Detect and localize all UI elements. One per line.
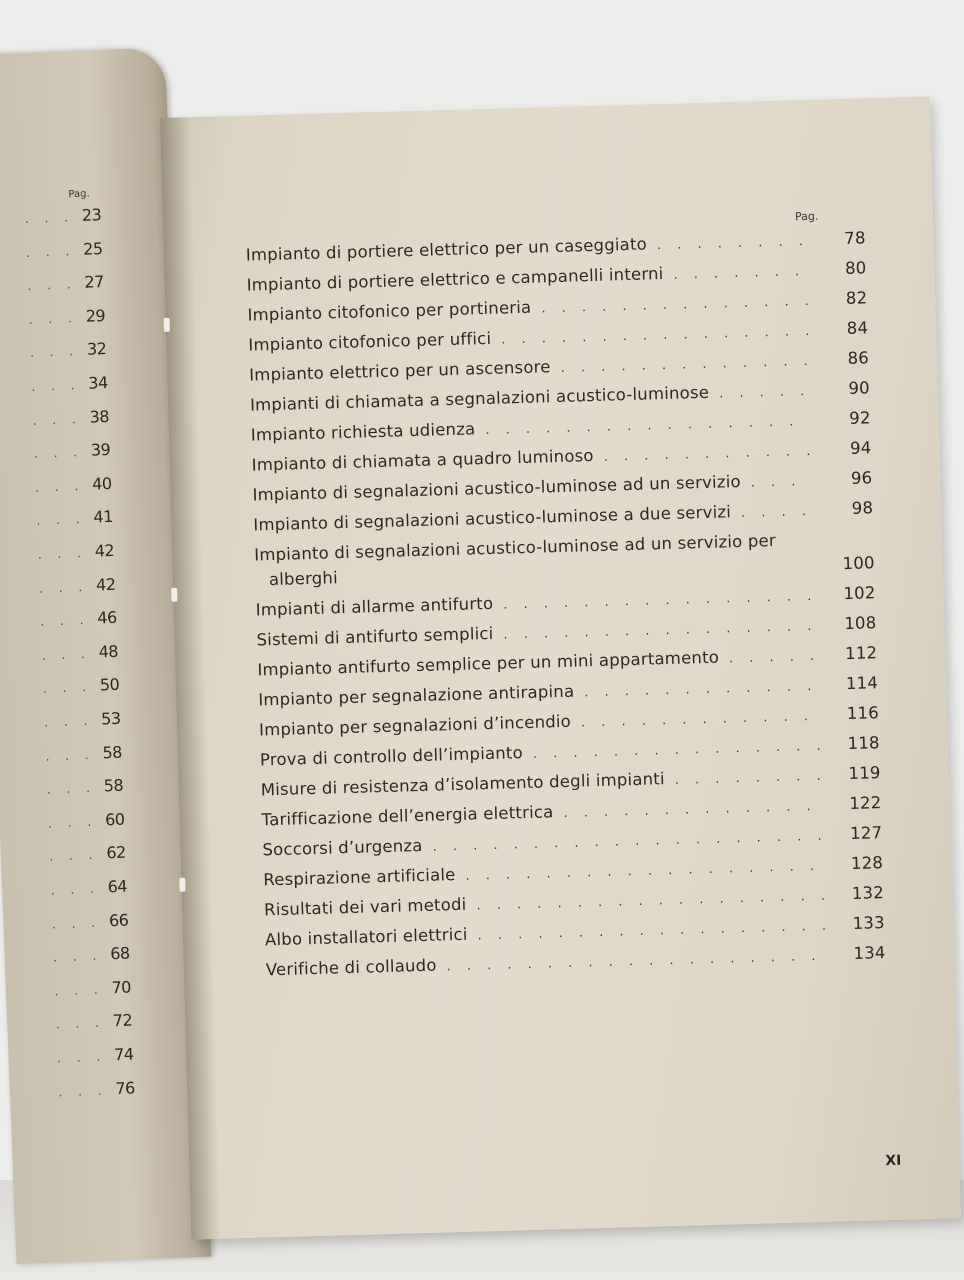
left-page-number [10,574,116,597]
dot-leader: . . . [53,948,103,965]
page-number: 76 [115,1078,136,1098]
page-number: 40 [91,473,112,494]
toc-entry-title: Verifiche di collaudo [265,955,437,980]
dot-leader [533,739,820,762]
dot-leader: . . . [54,982,104,999]
dot-leader [560,354,809,376]
dot-leader [501,324,808,348]
toc-entry-title: Impianto di segnalazioni acustico-luminose ad un servizio [252,471,742,505]
left-page-number [29,1078,135,1101]
toc-entry-page: 108 [844,613,877,634]
dot-leader: . . . [32,411,82,428]
dot-leader: . . . [45,747,95,764]
left-page-number [24,944,130,967]
left-page-number [11,608,117,631]
toc-entry-title: Impianto di segnalazioni acustico-luminose a due servizi [253,502,732,535]
right-page [160,97,961,1240]
page-number: 39 [90,440,111,460]
binding-stitch [171,588,177,602]
left-page-number [18,776,124,799]
dot-leader: . . . [25,243,76,260]
dot-leader [584,679,818,701]
dot-leader: . . . [41,646,91,663]
left-page-number [15,709,121,732]
toc-entry-title-cont: alberghi [268,568,339,590]
pag-label: Pag. [794,209,819,224]
dot-leader: . . . [42,680,93,697]
dot-leader [503,589,816,613]
dot-leader [657,234,806,253]
toc-entry-title: Impianto antifurto semplice per un mini appartamento [257,647,720,680]
toc-entry-page: 98 [851,498,874,518]
page-number: 66 [108,910,129,930]
toc-entry-page: 128 [850,853,884,873]
dot-leader [719,384,810,402]
left-page-number [2,373,108,396]
dot-leader: . . . [34,478,85,495]
toc-entry-title: Impianto di portiere elettrico per un caseggiato [245,234,648,265]
toc-entry-page: 114 [845,673,879,694]
page-number: 42 [94,540,115,561]
dot-leader: . . . [31,378,81,394]
left-page-number [1,339,107,362]
toc-entry-page: 133 [852,913,886,933]
page-folio: XI [885,1152,902,1170]
toc-entry-title: Respirazione artificiale [263,865,456,890]
dot-leader: . . . [51,915,102,932]
toc-entry-page: 122 [849,793,882,814]
dot-leader [503,619,816,643]
page-number: 46 [96,607,118,628]
left-page-number [8,507,114,530]
toc-entry-page: 94 [849,438,872,458]
left-page-number [6,474,112,497]
toc-entry-page: 80 [844,258,867,278]
dot-leader [476,889,824,914]
page-number: 34 [87,372,109,393]
left-page-number [27,1011,133,1034]
toc-entry-title: Albo installatori elettrici [264,924,468,950]
left-page-number [14,675,120,698]
dot-leader: . . . [33,445,84,462]
page-number: 60 [104,809,125,830]
page-number: 72 [112,1010,133,1031]
dot-leader [604,444,812,465]
page-number: 29 [85,305,106,326]
dot-leader [563,799,821,821]
left-page-number [0,205,102,228]
toc-entry-page: 102 [843,583,876,604]
toc-entry-page: 134 [853,943,886,963]
toc-entry-title: Impianto di chiamata a quadro luminoso [251,446,594,475]
toc-entry-page: 127 [849,823,883,844]
left-page-number [28,1044,134,1067]
dot-leader: . . . [47,814,98,831]
toc-entry-page: 132 [851,883,885,903]
toc-entry-title: Prova di controllo dell’impianto [259,743,524,770]
page-number: 58 [102,742,123,763]
dot-leader [673,264,806,283]
dot-leader [751,474,813,491]
left-page-number [19,809,125,832]
dot-leader: . . . [55,1015,106,1032]
dot-leader: . . . [28,310,79,327]
page-number: 50 [99,675,120,695]
toc-entry-title: Tarifficazione dell’energia elettrica [261,802,554,830]
left-page-number [17,742,123,765]
toc-entry-title: Impianto richiesta udienza [250,419,476,445]
page-number: 25 [82,238,103,259]
page-number: 68 [109,943,130,964]
dot-leader: . . . [29,344,80,361]
left-page-number [0,272,104,295]
dot-leader [465,859,823,884]
toc-entry-page: 84 [846,318,869,338]
toc-entry-title: Impianto citofonico per portineria [247,297,532,325]
page-number: 58 [103,775,124,796]
toc-entry-title: Impianto di portiere elettrico e campanelli interni [246,264,664,295]
toc-entry-title: Soccorsi d’urgenza [262,835,423,860]
toc-entry-title: Sistemi di antifurto semplici [256,623,494,650]
toc-entry-title: Impianto citofonico per uffici [248,328,492,355]
dot-leader: . . . [24,210,75,227]
dot-leader: . . . [56,1049,107,1066]
binding-stitch [179,878,185,892]
page-number: 48 [98,641,119,662]
left-page-number [13,642,119,665]
dot-leader [485,414,811,438]
dot-leader: . . . [36,512,86,529]
left-page-number [5,440,111,463]
toc-entry-title: Misure di resistenza d’isolamento degli impianti [260,769,665,800]
toc-entry-title: Impianto di segnalazioni acustico-luminose ad un servizio per [253,530,777,565]
page-number: 53 [100,708,121,729]
toc-entry-page: 119 [848,763,881,784]
dot-leader: . . . [27,277,77,294]
page-number: 32 [86,339,107,360]
dot-leader [675,769,821,788]
dot-leader: . . . [58,1083,108,1099]
page-number: 70 [111,977,132,998]
left-page-number [23,910,129,933]
left-page-number [0,306,105,329]
dot-leader: . . . [50,881,101,898]
toc-entry-title: Impianto per segnalazioni d’incendio [258,711,572,740]
table-of-contents [246,228,887,990]
dot-leader: . . . [43,713,94,730]
toc-entry-page: 96 [850,468,873,488]
toc-entry-page: 82 [845,288,868,308]
page-number: 41 [93,507,114,527]
dot-leader: . . . [37,545,88,562]
dot-leader: . . . [46,780,97,797]
dot-leader: . . . [49,848,99,864]
toc-entry-page: 112 [844,643,878,664]
left-page-number [9,541,115,564]
dot-leader: . . . [38,579,89,596]
page-number: 27 [84,272,105,292]
toc-entry-page: 92 [848,408,871,428]
page-number: 74 [113,1044,134,1065]
toc-entry-title: Impianti di allarme antifurto [255,593,494,620]
left-page-number [22,877,128,900]
left-page-number [26,977,132,1000]
page-number: 64 [107,876,128,897]
toc-entry-page: 118 [847,733,880,754]
toc-entry-page: 116 [846,703,880,724]
page-number: 38 [89,406,110,427]
toc-entry-title: Impianti di chiamata a segnalazioni acustico-luminose [249,382,710,415]
page-number: 42 [95,574,116,595]
left-page-number [20,843,126,866]
toc-entry-page: 90 [848,378,871,398]
toc-entry-page: 100 [842,553,875,574]
left-pag-label: Pag. [68,188,90,201]
dot-leader [729,649,818,666]
toc-entry-title: Impianto per segnalazione antirapina [258,681,575,710]
left-page-number [4,407,110,430]
dot-leader [581,709,819,731]
left-page-number [0,239,103,262]
toc-entry-title: Impianto elettrico per un ascensore [248,357,551,385]
page-number: 62 [106,843,127,863]
toc-entry-page: 86 [847,348,870,368]
page-number: 23 [81,205,102,225]
dot-leader [541,294,807,316]
toc-entry-title: Risultati dei vari metodi [263,894,467,920]
dot-leader [477,919,825,944]
binding-stitch [164,318,170,332]
dot-leader: . . . [40,613,90,629]
dot-leader [741,504,814,521]
toc-entry-page: 78 [843,228,866,248]
